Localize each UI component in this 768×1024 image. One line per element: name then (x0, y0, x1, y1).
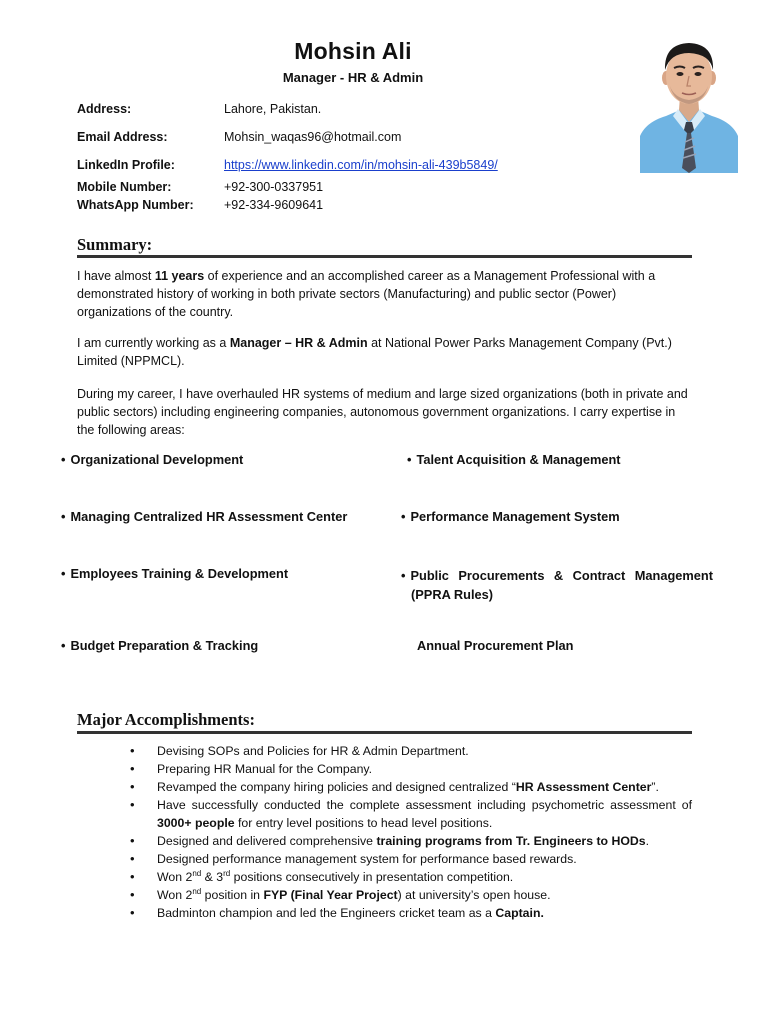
skill-item: • Performance Management System (401, 509, 620, 524)
skill-item: • Organizational Development (61, 452, 244, 467)
profile-photo (640, 38, 738, 173)
skill-item: • Employees Training & Development (61, 566, 289, 581)
skill-item: • Public Procurements & Contract Management (PPRA Rules) (401, 568, 713, 602)
linkedin-label: LinkedIn Profile: (77, 158, 175, 172)
candidate-title: Manager - HR & Admin (282, 70, 424, 85)
summary-divider (77, 255, 692, 258)
list-item: • Won 2nd position in FYP (Final Year Project) at university’s open house. (130, 886, 551, 902)
candidate-name: Mohsin Ali (294, 38, 412, 64)
summary-paragraph-1: I have almost 11 years of experience and an accomplished career as a Management Professional with a demonstrated history of working in both private sectors (Manufacturing) and public sector (Power) organizations of the country. (77, 269, 656, 319)
email-label: Email Address: (77, 130, 168, 144)
skill-item: • Talent Acquisition & Management (407, 452, 621, 467)
list-item: • Have successfully conducted the complete assessment including psychometric assessment of 3000+ people for entry level positions to head level positions. (130, 797, 692, 830)
whatsapp-value: +92-334-9609641 (224, 198, 324, 212)
list-item: • Badminton champion and led the Engineers cricket team as a Captain. (130, 905, 544, 920)
skill-item: • Budget Preparation & Tracking (61, 638, 259, 653)
email-value[interactable]: Mohsin_waqas96@hotmail.com (224, 130, 402, 144)
summary-paragraph-2: I am currently working as a Manager – HR & Admin at National Power Parks Management Company (Pvt.) Limited (NPPMCL). (77, 336, 672, 368)
skill-item: • Managing Centralized HR Assessment Center (61, 509, 348, 524)
accomplishments-list (130, 742, 692, 922)
skill-item: Annual Procurement Plan (417, 638, 574, 653)
address-label: Address: (77, 102, 132, 116)
list-item: • Won 2nd & 3rd positions consecutively in presentation competition. (130, 868, 514, 884)
linkedin-link[interactable]: https://www.linkedin.com/in/mohsin-ali-439b5849/ (224, 158, 498, 172)
list-item: • Revamped the company hiring policies and designed centralized “HR Assessment Center”. (130, 779, 659, 794)
list-item: • Designed and delivered comprehensive training programs from Tr. Engineers to HODs. (130, 833, 650, 848)
summary-heading: Summary: (77, 235, 153, 254)
list-item: • Preparing HR Manual for the Company. (130, 761, 373, 776)
address-value: Lahore, Pakistan. (224, 102, 322, 116)
list-item: • Devising SOPs and Policies for HR & Admin Department. (130, 743, 469, 758)
summary-paragraph-3: During my career, I have overhauled HR systems of medium and large sized organizations (both in private and public sectors) including engineering companies, autonomous government organizations. I carry expertise in the following areas: (77, 387, 688, 437)
list-item: • Designed performance management system for performance based rewards. (130, 851, 577, 866)
mobile-label: Mobile Number: (77, 180, 172, 194)
mobile-value: +92-300-0337951 (224, 180, 324, 194)
accomplishments-heading: Major Accomplishments: (77, 710, 255, 729)
whatsapp-label: WhatsApp Number: (77, 198, 194, 212)
accomplishments-divider (77, 731, 692, 734)
